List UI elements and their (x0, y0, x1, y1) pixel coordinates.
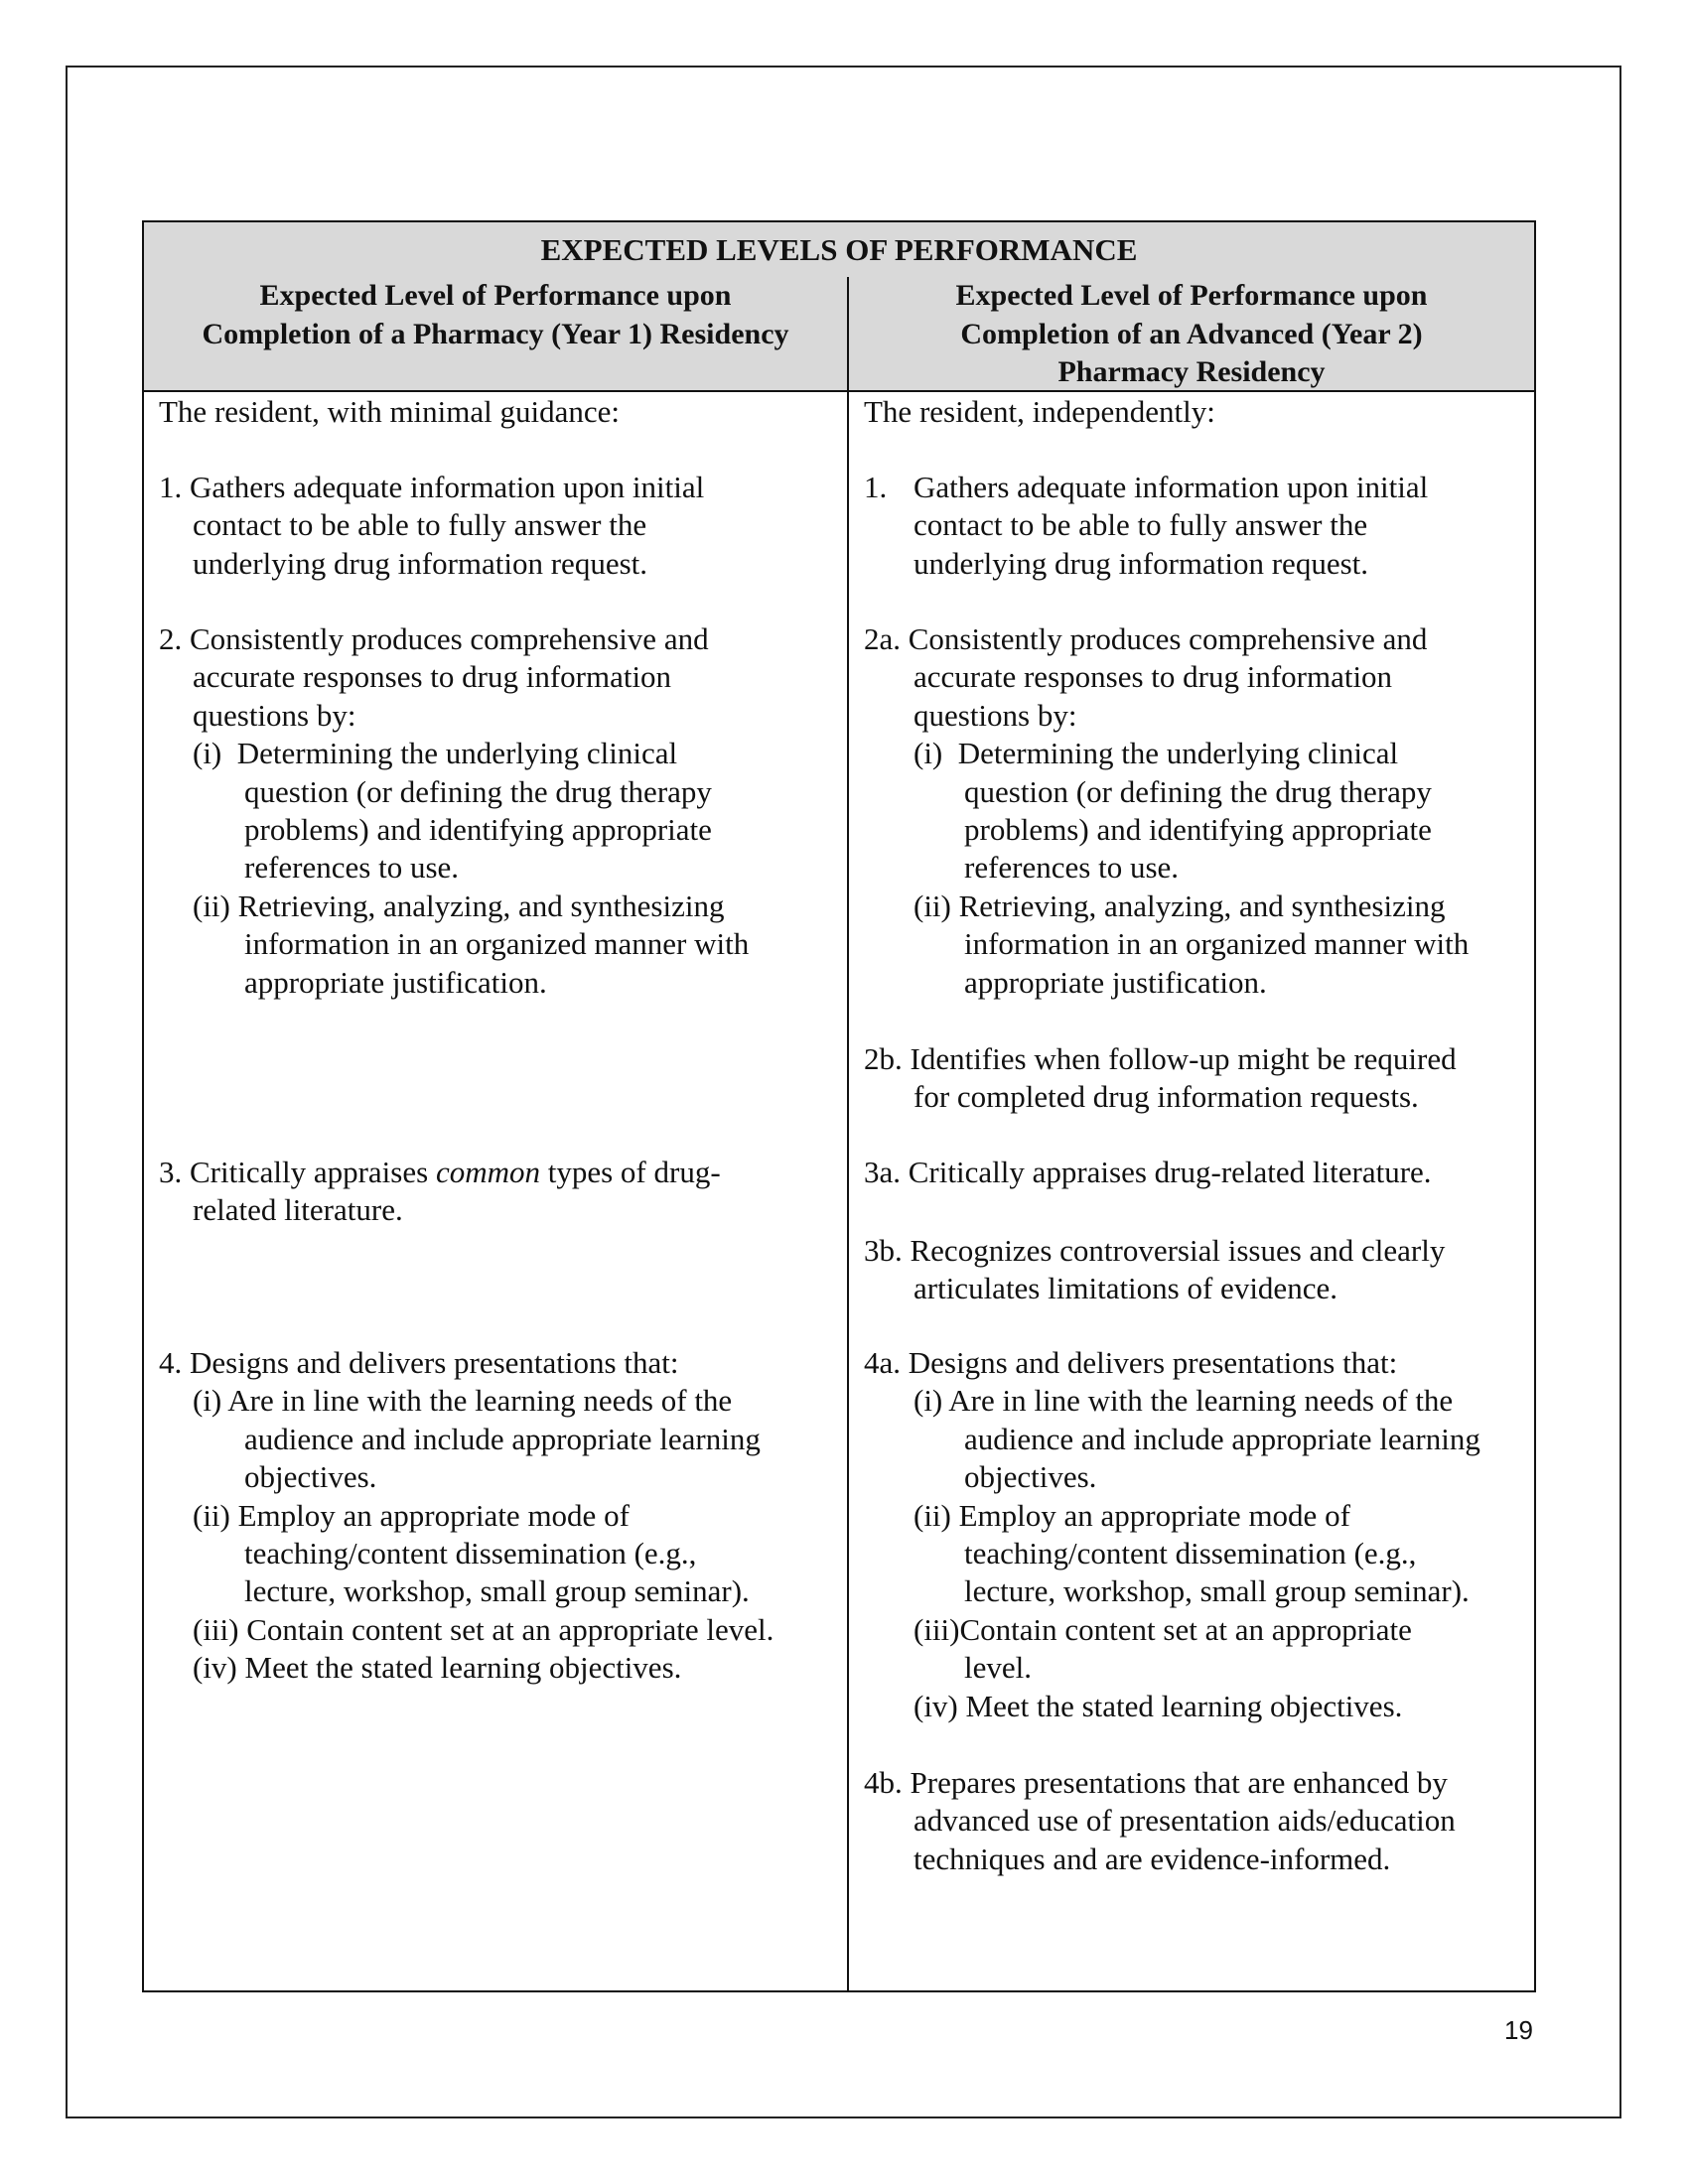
item-line: The resident, with minimal guidance: (159, 394, 621, 429)
item-line: contact to be able to fully answer the (193, 507, 647, 543)
item-line: level. (964, 1650, 1032, 1686)
item-line: (iii)Contain content set at an appropriate (914, 1611, 1412, 1647)
item-line: (iv) Meet the stated learning objectives. (914, 1688, 1403, 1723)
header-line: Expected Level of Performance upon (259, 279, 732, 312)
item-line: articulates limitations of evidence. (914, 1271, 1337, 1306)
header-line: Completion of an Advanced (Year 2) (960, 317, 1423, 350)
item-line: advanced use of presentation aids/education (914, 1803, 1456, 1839)
header-line: Completion of a Pharmacy (Year 1) Residency (202, 317, 789, 350)
item-line: for completed drug information requests. (914, 1079, 1419, 1115)
item-line: appropriate justification. (244, 964, 547, 1000)
item-line: (ii) Retrieving, analyzing, and synthesizing (914, 887, 1446, 923)
item-line: lecture, workshop, small group seminar). (964, 1573, 1470, 1609)
item-line: 4. Designs and delivers presentations that: (159, 1345, 679, 1380)
table-title: EXPECTED LEVELS OF PERFORMANCE (144, 222, 1534, 279)
item-line: techniques and are evidence-informed. (914, 1841, 1391, 1876)
item-line: (i) Determining the underlying clinical (914, 736, 1399, 771)
item-line: contact to be able to fully answer the (914, 507, 1368, 543)
item-line: appropriate justification. (964, 964, 1267, 1000)
right-item (0, 1764, 1456, 1878)
header-line: Pharmacy Residency (1057, 355, 1326, 388)
item-line: accurate responses to drug information (193, 659, 672, 695)
item-line: teaching/content dissemination (e.g., (964, 1536, 1417, 1571)
item-line: (i) Determining the underlying clinical (193, 736, 678, 771)
item-line: 3a. Critically appraises drug-related literature. (864, 1155, 1432, 1189)
item-line: (i) Are in line with the learning needs of the (914, 1383, 1454, 1419)
header-row (144, 277, 1534, 392)
right-item (0, 469, 1429, 583)
item-line: lecture, workshop, small group seminar). (244, 1573, 750, 1609)
item-line: (i) Are in line with the learning needs of the (193, 1383, 733, 1419)
item-line: audience and include appropriate learning (244, 1421, 761, 1456)
item-line: (ii) Employ an appropriate mode of (193, 1497, 630, 1533)
item-line: 1. Gathers adequate information upon initial (159, 470, 705, 504)
item-number: 1. (864, 470, 888, 504)
right-item (0, 1344, 1480, 1725)
item-line: underlying drug information request. (914, 545, 1369, 581)
item-line: problems) and identifying appropriate (964, 812, 1432, 848)
item-line: references to use. (964, 850, 1180, 886)
item-line: underlying drug information request. (193, 545, 648, 581)
page-number: 19 (1504, 2015, 1533, 2045)
item-line: objectives. (244, 1459, 377, 1495)
right-item (0, 1040, 1457, 1117)
line-text: Gathers adequate information upon initial (914, 470, 1429, 504)
right-item (0, 620, 1470, 1002)
item-line: information in an organized manner with (964, 926, 1470, 962)
item-line: (ii) Employ an appropriate mode of (914, 1497, 1350, 1533)
header-line: Expected Level of Performance upon (955, 279, 1428, 312)
item-line: references to use. (244, 850, 460, 886)
item-line: question (or defining the drug therapy (964, 773, 1432, 809)
line-text: types of drug- (539, 1155, 721, 1189)
item-line: questions by: (193, 697, 356, 733)
item-line: 2. Consistently produces comprehensive and (159, 621, 709, 656)
line-text: 3. Critically appraises (159, 1155, 436, 1189)
item-line: 2a. Consistently produces comprehensive and (864, 621, 1428, 656)
item-line: teaching/content dissemination (e.g., (244, 1536, 697, 1571)
item-line: 2b. Identifies when follow-up might be required (864, 1041, 1457, 1076)
item-line: questions by: (914, 697, 1077, 733)
item-line: related literature. (193, 1192, 403, 1228)
item-line: audience and include appropriate learning (964, 1421, 1480, 1456)
item-line: problems) and identifying appropriate (244, 812, 712, 848)
column-divider (847, 277, 849, 1990)
right-item (0, 1232, 1446, 1308)
item-line: (iv) Meet the stated learning objectives. (193, 1650, 682, 1686)
item-line: 4a. Designs and delivers presentations that: (864, 1345, 1398, 1380)
item-line: (iii) Contain content set at an appropriate level. (193, 1611, 774, 1647)
item-line: 4b. Prepares presentations that are enhanced by (864, 1765, 1448, 1800)
item-line: question (or defining the drug therapy (244, 773, 712, 809)
item-line: The resident, independently: (864, 394, 1215, 429)
item-line: 3b. Recognizes controversial issues and clearly (864, 1233, 1446, 1268)
item-line: (ii) Retrieving, analyzing, and synthesizing (193, 887, 725, 923)
emphasis-text: common (435, 1155, 540, 1189)
header-year2 (849, 277, 1534, 390)
item-line: accurate responses to drug information (914, 659, 1393, 695)
item-line: objectives. (964, 1459, 1097, 1495)
header-year1 (144, 277, 847, 390)
item-line (864, 469, 1428, 506)
item-line: information in an organized manner with (244, 926, 750, 962)
